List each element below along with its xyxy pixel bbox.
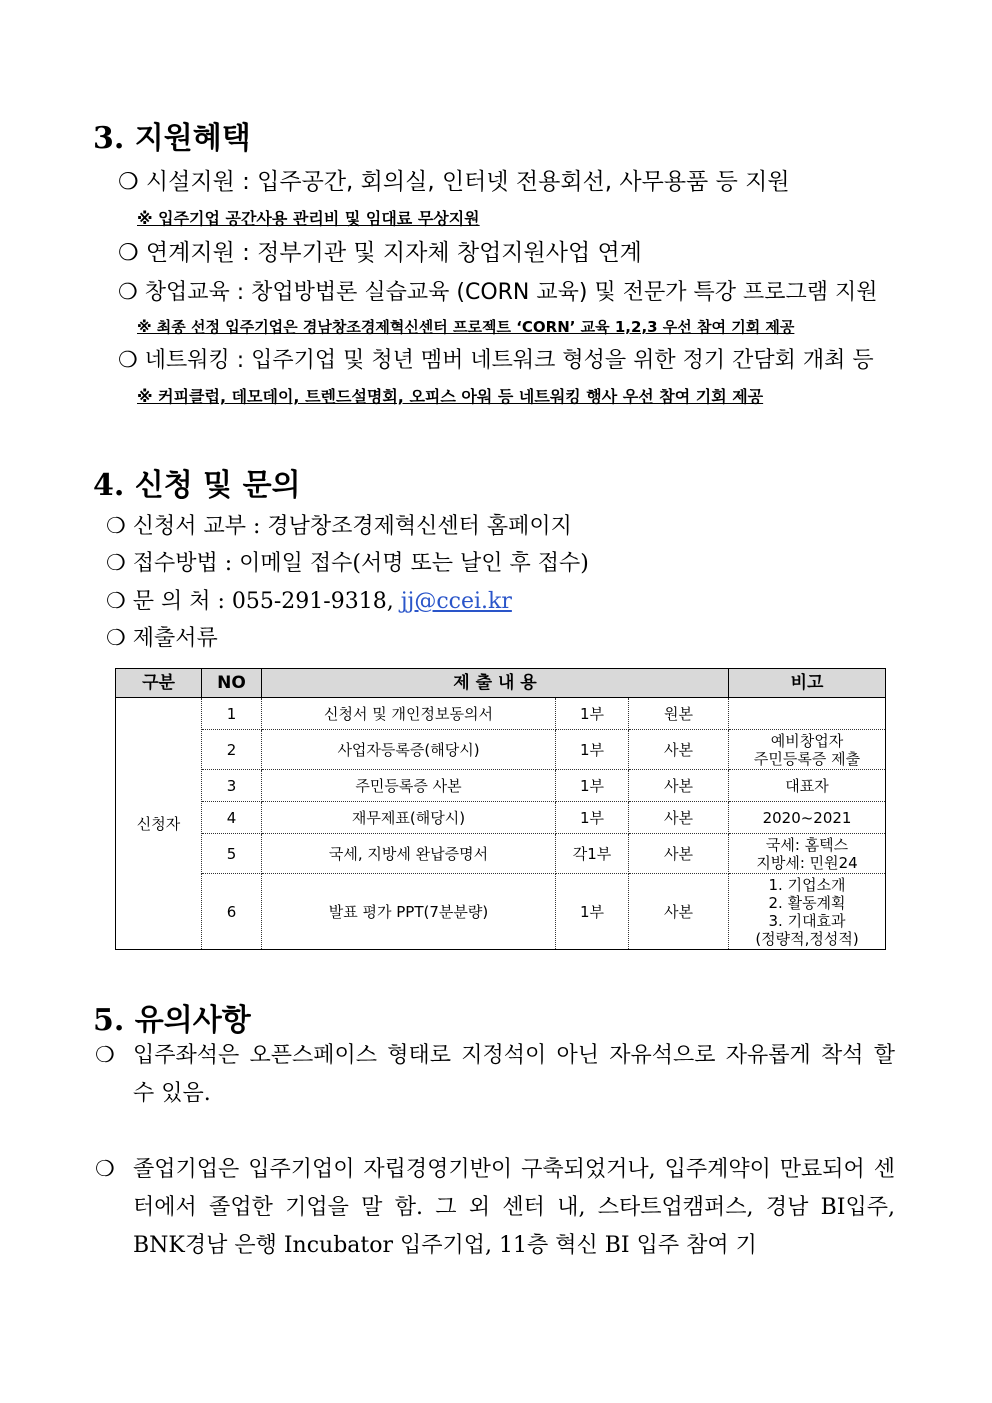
table-row: [116, 834, 886, 874]
note-networking: ※ 커피클럽, 데모데이, 트렌드설명회, 오피스 아워 등 네트워킹 행사 우선 참여 기회 제공: [137, 387, 764, 406]
submission-table: [115, 668, 886, 950]
group-applicant: 신청자: [116, 698, 202, 950]
row-type: 사본: [629, 802, 729, 834]
row-qty: 각1부: [556, 834, 629, 874]
row-no: 2: [202, 730, 262, 770]
contact-phone: ❍ 문 의 처 : 055-291-9318,: [106, 589, 401, 614]
row-item: 신청서 및 개인정보동의서: [262, 698, 556, 730]
table-row: [116, 730, 886, 770]
notice-paragraph-2: 졸업기업은 입주기업이 자립경영기반이 구축되었거나, 입주계약이 만료되어 센터에서 졸업한 기업을 말 함. 그 외 센터 내, 스타트업캠퍼스, 경남 BI입주, BNK경남 은행 Incubator 입주기업, 11층 혁신 BI 입주 참여 기: [133, 1157, 895, 1258]
section-4-title: 4. 신청 및 문의: [93, 468, 301, 503]
row-no: 5: [202, 834, 262, 874]
row-item: 국세, 지방세 완납증명서: [262, 834, 556, 874]
table-row: [116, 770, 886, 802]
benefit-linkage: ❍ 연계지원 : 정부기관 및 지자체 창업지원사업 연계: [118, 240, 642, 266]
row-remark: 1. 기업소개 2. 활동계획 3. 기대효과 (정량적,정성적): [729, 874, 886, 950]
contact-info: [106, 584, 512, 615]
row-item: 주민등록증 사본: [262, 770, 556, 802]
header-no: NO: [202, 669, 262, 698]
row-qty: 1부: [556, 730, 629, 770]
row-qty: 1부: [556, 874, 629, 950]
note-education: ※ 최종 선정 입주기업은 경남창조경제혁신센터 프로젝트 ‘CORN’ 교육 1,2,3 우선 참여 기회 제공: [137, 318, 795, 336]
bullet-2: ❍: [95, 1157, 115, 1182]
row-type: 원본: [629, 698, 729, 730]
section-5-title: 5. 유의사항: [93, 1003, 251, 1038]
section-3-title: 3. 지원혜택: [93, 121, 251, 156]
row-type: 사본: [629, 834, 729, 874]
row-no: 4: [202, 802, 262, 834]
table-row: [116, 698, 886, 730]
row-remark: 예비창업자 주민등록증 제출: [729, 730, 886, 770]
row-type: 사본: [629, 770, 729, 802]
header-content: 제 출 내 용: [262, 669, 729, 698]
notice-paragraph-1: 입주좌석은 오픈스페이스 형태로 지정석이 아닌 자유석으로 자유롭게 착석 할 수 있음.: [133, 1043, 895, 1106]
table-row: [116, 874, 886, 950]
row-no: 1: [202, 698, 262, 730]
row-no: 6: [202, 874, 262, 950]
header-category: 구분: [116, 669, 202, 698]
row-item: 사업자등록증(해당시): [262, 730, 556, 770]
table-header-row: [116, 669, 886, 698]
row-type: 사본: [629, 730, 729, 770]
row-remark: 국세: 홈텍스 지방세: 민원24: [729, 834, 886, 874]
row-qty: 1부: [556, 802, 629, 834]
contact-email-link[interactable]: jj@ccei.kr: [400, 589, 512, 614]
bullet-1: ❍: [95, 1043, 115, 1068]
row-qty: 1부: [556, 698, 629, 730]
row-item: 재무제표(해당시): [262, 802, 556, 834]
row-type: 사본: [629, 874, 729, 950]
table-row: [116, 802, 886, 834]
row-qty: 1부: [556, 770, 629, 802]
note-facility: ※ 입주기업 공간사용 관리비 및 임대료 무상지원: [137, 209, 480, 228]
row-remark: [729, 698, 886, 730]
benefit-facility: ❍ 시설지원 : 입주공간, 회의실, 인터넷 전용회선, 사무용품 등 지원: [118, 169, 790, 195]
benefit-education: ❍ 창업교육 : 창업방법론 실습교육 (CORN 교육) 및 전문가 특강 프로그램 지원: [118, 280, 878, 305]
apply-method: ❍ 접수방법 : 이메일 접수(서명 또는 날인 후 접수): [106, 551, 589, 576]
row-item: 발표 평가 PPT(7분분량): [262, 874, 556, 950]
benefit-networking: ❍ 네트워킹 : 입주기업 및 청년 멤버 네트워크 형성을 위한 정기 간담회 개최 등: [118, 348, 874, 373]
apply-form: ❍ 신청서 교부 : 경남창조경제혁신센터 홈페이지: [106, 514, 572, 539]
row-no: 3: [202, 770, 262, 802]
row-remark: 2020~2021: [729, 802, 886, 834]
documents-label: ❍ 제출서류: [106, 626, 218, 651]
header-remark: 비고: [729, 669, 886, 698]
row-remark: 대표자: [729, 770, 886, 802]
